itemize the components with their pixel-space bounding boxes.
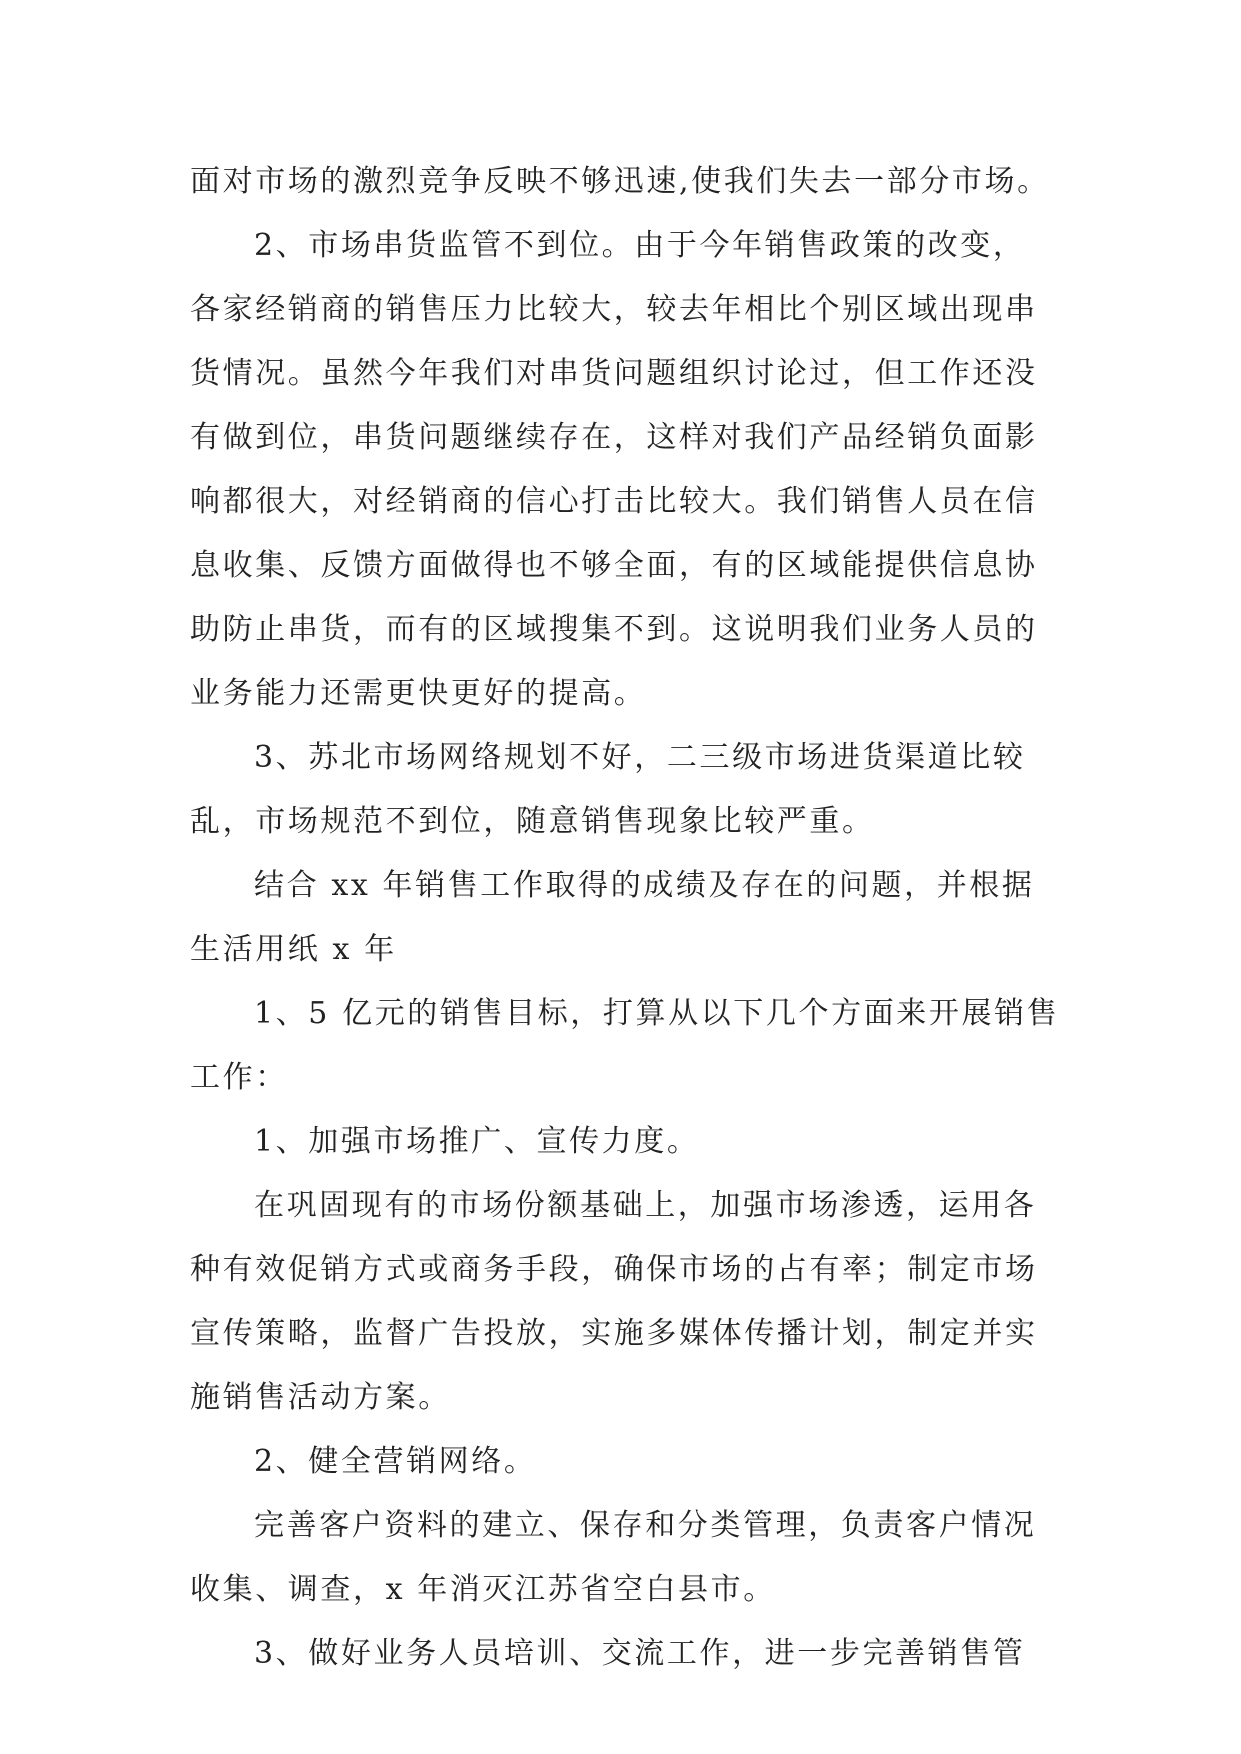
text-line: 种有效促销方式或商务手段，确保市场的占有率；制定市场 (190, 1252, 1038, 1287)
paragraph-start-line: 2、市场串货监管不到位。由于今年销售政策的改变， (254, 228, 1026, 263)
section-heading-line: 2、健全营销网络。 (254, 1444, 537, 1479)
text-line: 宣传策略，监督广告投放，实施多媒体传播计划，制定并实 (190, 1316, 1038, 1351)
text-line: 生活用纸 x 年 (190, 932, 397, 967)
text-line: 响都很大，对经销商的信心打击比较大。我们销售人员在信 (190, 484, 1038, 519)
paragraph-start-line: 3、苏北市场网络规划不好，二三级市场进货渠道比较 (254, 740, 1026, 775)
text-line: 各家经销商的销售压力比较大，较去年相比个别区域出现串 (190, 292, 1038, 327)
text-line: 助防止串货，而有的区域搜集不到。这说明我们业务人员的 (190, 612, 1038, 647)
text-line: 面对市场的激烈竞争反映不够迅速,使我们失去一部分市场。 (190, 164, 1050, 199)
paragraph-start-line: 完善客户资料的建立、保存和分类管理，负责客户情况 (254, 1508, 1037, 1543)
text-line: 工作： (190, 1060, 288, 1095)
text-line: 施销售活动方案。 (190, 1380, 451, 1415)
paragraph-start-line: 在巩固现有的市场份额基础上，加强市场渗透，运用各 (254, 1188, 1037, 1223)
paragraph-start-line: 结合 xx 年销售工作取得的成绩及存在的问题，并根据 (254, 868, 1035, 903)
text-line: 乱，市场规范不到位，随意销售现象比较严重。 (190, 804, 875, 839)
section-heading-line: 3、做好业务人员培训、交流工作，进一步完善销售管 (254, 1636, 1026, 1671)
text-line: 业务能力还需更快更好的提高。 (190, 676, 647, 711)
text-line: 息收集、反馈方面做得也不够全面，有的区域能提供信息协 (190, 548, 1038, 583)
paragraph-start-line: 1、5 亿元的销售目标，打算从以下几个方面来开展销售 (254, 996, 1060, 1031)
document-body (190, 150, 1090, 1686)
text-line: 货情况。虽然今年我们对串货问题组织讨论过，但工作还没 (190, 356, 1038, 391)
section-heading-line: 1、加强市场推广、宣传力度。 (254, 1124, 700, 1159)
text-line: 收集、调查，x 年消灭江苏省空白县市。 (190, 1572, 776, 1607)
text-line: 有做到位，串货问题继续存在，这样对我们产品经销负面影 (190, 420, 1038, 455)
